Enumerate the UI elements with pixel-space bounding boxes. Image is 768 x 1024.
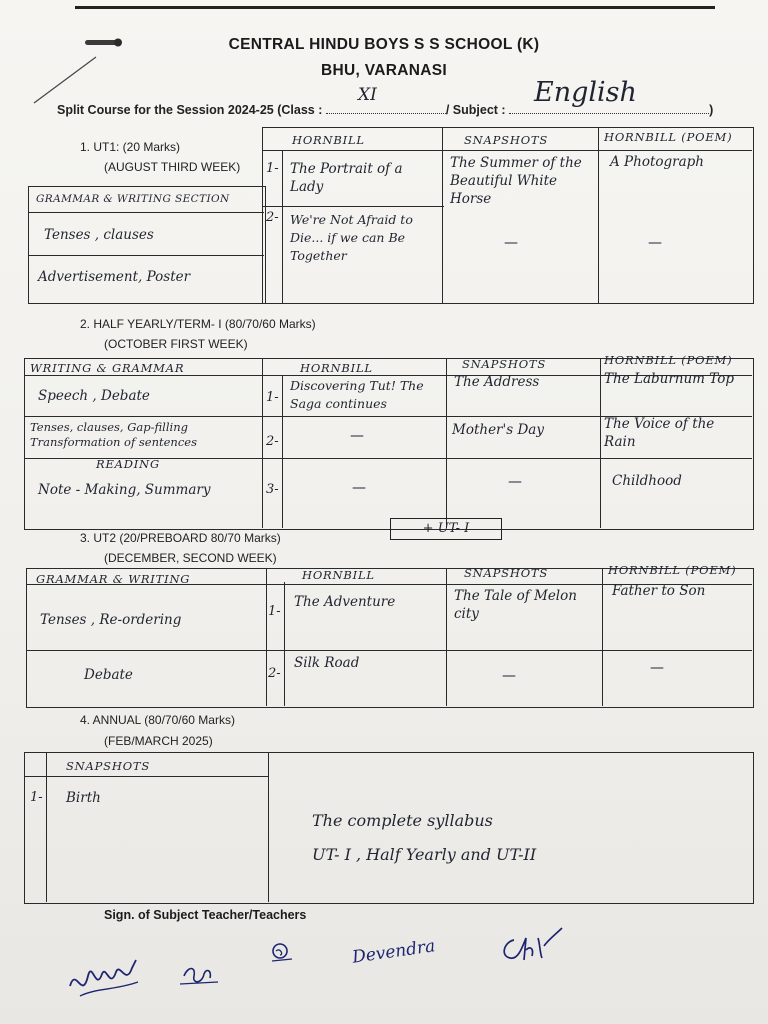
- ut2-subheading: (DECEMBER, SECOND WEEK): [104, 551, 277, 565]
- ut2-row1-num: 1-: [268, 604, 281, 619]
- ut2-col-snapshots: SNAPSHOTS: [464, 566, 549, 580]
- annual-row1-snapshots: Birth: [66, 790, 101, 806]
- annual-subheading: (FEB/MARCH 2025): [104, 734, 213, 748]
- ut2-row2-hornbill: Silk Road: [294, 655, 360, 671]
- ut1-heading: 1. UT1: (20 Marks): [80, 140, 181, 154]
- annual-row1-num: 1-: [30, 790, 43, 805]
- annual-col-snapshots: SNAPSHOTS: [66, 759, 151, 773]
- half-yearly-row2-hornbill: —: [350, 428, 364, 444]
- split-course-label: Split Course for the Session 2024-25 (Class :: [57, 103, 323, 117]
- subject-value: English: [534, 77, 637, 108]
- ut1-grammar-2: Advertisement, Poster: [38, 269, 191, 285]
- ut1-included-tag: + UT- I: [390, 518, 502, 540]
- ut2-row1-hornbill: The Adventure: [294, 594, 396, 610]
- signature-initials-2: [268, 938, 296, 966]
- half-yearly-row3-snapshots: —: [508, 474, 522, 490]
- half-yearly-subheading: (OCTOBER FIRST WEEK): [104, 337, 248, 351]
- annual-note-line2: UT- I , Half Yearly and UT-II: [312, 845, 537, 864]
- school-name: CENTRAL HINDU BOYS S S SCHOOL (K): [228, 36, 540, 53]
- ut1-col-hornbill: HORNBILL: [292, 133, 365, 147]
- ut1-row2-hornbill: We're Not Afraid to Die... if we can Be Together: [290, 212, 413, 263]
- half-yearly-row3-poem: Childhood: [612, 473, 682, 489]
- half-yearly-writing-2: Tenses, clauses, Gap-filling Transformation of sentences: [30, 420, 197, 449]
- half-yearly-row2-snapshots: Mother's Day: [452, 422, 544, 438]
- half-yearly-row1-hornbill: Discovering Tut! The Saga continues: [290, 378, 424, 411]
- signature-label: Sign. of Subject Teacher/Teachers: [104, 908, 307, 922]
- half-yearly-row1-poem: The Laburnum Top: [604, 371, 734, 387]
- annual-note-line1: The complete syllabus: [312, 811, 493, 830]
- half-yearly-col-writing: WRITING & GRAMMAR: [30, 361, 185, 375]
- ut2-col-hornbill: HORNBILL: [302, 568, 375, 582]
- ut1-grammar-1: Tenses , clauses: [44, 227, 154, 243]
- class-value: XI: [358, 85, 377, 105]
- ut1-subheading: (AUGUST THIRD WEEK): [104, 160, 241, 174]
- half-yearly-col-poem: HORNBILL (POEM): [604, 353, 733, 367]
- ut2-row2-snapshots: —: [502, 668, 516, 684]
- ut1-row1-num: 1-: [266, 161, 279, 176]
- ut1-col-poem: HORNBILL (POEM): [604, 130, 733, 144]
- ut1-row2-num: 2-: [266, 210, 279, 225]
- close-paren: ): [709, 103, 714, 117]
- half-yearly-heading: 2. HALF YEARLY/TERM- I (80/70/60 Marks): [80, 317, 316, 331]
- page-top-edge-line: [75, 6, 715, 9]
- half-yearly-row3-hornbill: —: [352, 480, 366, 496]
- class-dotted-line: [326, 101, 446, 114]
- ut1-row2-snapshots: —: [504, 235, 518, 251]
- ut2-row1-poem: Father to Son: [612, 583, 706, 599]
- ut2-col-grammar: GRAMMAR & WRITING: [36, 572, 191, 586]
- annual-heading: 4. ANNUAL (80/70/60 Marks): [80, 713, 235, 727]
- ut2-row2-poem: —: [650, 660, 664, 676]
- half-yearly-col-hornbill: HORNBILL: [300, 361, 373, 375]
- half-yearly-row1-num: 1-: [266, 390, 279, 405]
- ut2-col-poem: HORNBILL (POEM): [608, 563, 737, 577]
- signature-initials-1: [178, 962, 222, 988]
- half-yearly-row1-snapshots: The Address: [454, 374, 540, 390]
- ut2-grammar-1: Tenses , Re-ordering: [40, 612, 182, 628]
- half-yearly-writing-3: Note - Making, Summary: [38, 482, 211, 498]
- half-yearly-row2-num: 2-: [266, 434, 279, 449]
- ut1-col-snapshots: SNAPSHOTS: [464, 133, 549, 147]
- ut2-heading: 3. UT2 (20/PREBOARD 80/70 Marks): [80, 531, 281, 545]
- signature-2: Devendra: [351, 936, 437, 968]
- ut1-row1-hornbill: The Portrait of a Lady: [290, 161, 403, 195]
- half-yearly-writing-1: Speech , Debate: [38, 388, 150, 404]
- ut1-row2-poem: —: [648, 235, 662, 251]
- half-yearly-col-snapshots: SNAPSHOTS: [462, 357, 547, 371]
- ut2-grammar-2: Debate: [84, 667, 133, 683]
- ut1-row1-snapshots: The Summer of the Beautiful White Horse: [450, 155, 582, 207]
- signature-1: [66, 946, 146, 1004]
- school-location: BHU, VARANASI: [321, 62, 447, 79]
- ut2-row1-snapshots: The Tale of Melon city: [454, 588, 577, 622]
- half-yearly-reading-header: READING: [96, 457, 160, 471]
- ut2-row2-num: 2-: [268, 666, 281, 681]
- ut1-row1-poem: A Photograph: [610, 154, 704, 170]
- half-yearly-row3-num: 3-: [266, 482, 279, 497]
- half-yearly-row2-poem: The Voice of the Rain: [604, 416, 715, 450]
- ut1-grammar-header: GRAMMAR & WRITING SECTION: [36, 193, 230, 205]
- subject-label: / Subject :: [445, 103, 506, 117]
- signature-3: [496, 920, 566, 966]
